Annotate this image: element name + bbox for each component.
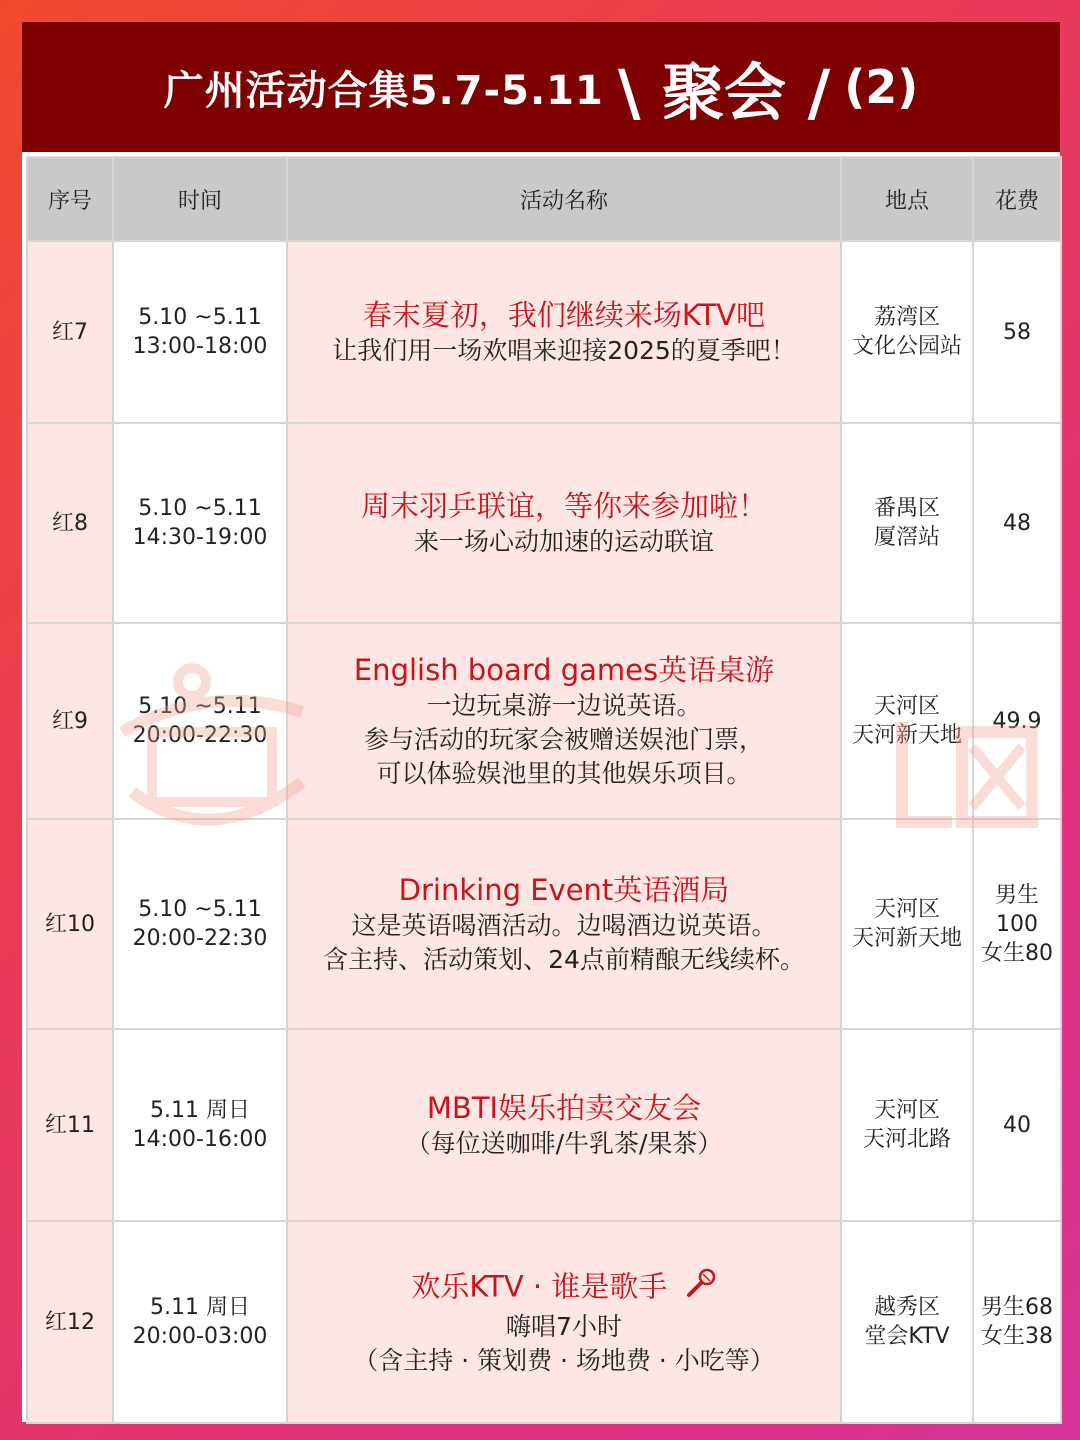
activity-desc: 让我们用一场欢唱来迎接2025的夏季吧！ xyxy=(332,336,796,365)
location-district: 越秀区 xyxy=(873,1295,940,1320)
row-date: 5.10 ~5.11 xyxy=(138,897,262,922)
row-cost xyxy=(973,241,1061,423)
cost-value: 58 xyxy=(1003,319,1031,345)
location-place: 天河新天地 xyxy=(851,926,962,951)
header-time: 时间 xyxy=(113,157,287,241)
header-cost: 花费 xyxy=(973,157,1061,241)
events-table xyxy=(26,156,1062,1424)
row-number: 红10 xyxy=(27,819,113,1029)
row-time xyxy=(113,1029,287,1221)
activity-desc: （含主持 · 策划费 · 场地费 · 小吃等） xyxy=(353,1345,775,1375)
row-date: 5.11 周日 xyxy=(150,1098,250,1123)
row-time xyxy=(113,819,287,1029)
cost-value: 49.9 xyxy=(992,708,1042,734)
row-number: 红12 xyxy=(27,1221,113,1423)
row-activity xyxy=(287,1221,841,1423)
row-hours: 20:00-03:00 xyxy=(132,1324,268,1349)
location-district: 荔湾区 xyxy=(873,305,940,330)
activity-desc: 可以体验娱池里的其他娱乐项目。 xyxy=(376,759,752,788)
row-hours: 20:00-22:30 xyxy=(132,926,268,951)
location-place: 文化公园站 xyxy=(851,334,962,359)
table-row xyxy=(27,241,1061,423)
activity-title-wrap xyxy=(288,1267,840,1310)
row-time xyxy=(113,623,287,819)
row-number: 红11 xyxy=(27,1029,113,1221)
event-card xyxy=(22,22,1060,1422)
row-number: 红8 xyxy=(27,423,113,623)
table-row xyxy=(27,819,1061,1029)
row-location xyxy=(841,1029,973,1221)
activity-desc: 这是英语喝酒活动。边喝酒边说英语。 xyxy=(351,911,777,940)
row-time xyxy=(113,423,287,623)
cost-value: 男生68 xyxy=(981,1295,1053,1320)
location-place: 堂会KTV xyxy=(864,1324,950,1349)
activity-title: 欢乐KTV · 谁是歌手 xyxy=(411,1269,668,1303)
row-number: 红9 xyxy=(27,623,113,819)
row-date: 5.10 ~5.11 xyxy=(138,496,262,521)
activity-title: Drinking Event英语酒局 xyxy=(398,873,730,907)
row-cost xyxy=(973,1221,1061,1423)
row-date: 5.10 ~5.11 xyxy=(138,694,262,719)
row-hours: 14:00-16:00 xyxy=(132,1127,268,1152)
row-activity xyxy=(287,1029,841,1221)
row-activity xyxy=(287,819,841,1029)
activity-desc: 来一场心动加速的运动联谊 xyxy=(413,527,714,556)
activity-desc: 参与活动的玩家会被赠送娱池门票， xyxy=(363,725,764,754)
row-activity xyxy=(287,241,841,423)
row-hours: 20:00-22:30 xyxy=(132,723,268,748)
location-district: 番禺区 xyxy=(873,496,940,521)
row-cost xyxy=(973,423,1061,623)
row-activity xyxy=(287,623,841,819)
title-main: 广州活动合集5.7-5.11 xyxy=(163,67,604,114)
activity-title: MBTI娱乐拍卖交友会 xyxy=(426,1091,702,1125)
row-time xyxy=(113,1221,287,1423)
row-cost xyxy=(973,819,1061,1029)
row-location xyxy=(841,423,973,623)
row-location xyxy=(841,819,973,1029)
title-category: \ 聚会 / xyxy=(617,55,831,129)
activity-title: 周末羽乒联谊，等你来参加啦！ xyxy=(360,489,767,523)
table-row xyxy=(27,1029,1061,1221)
row-hours: 13:00-18:00 xyxy=(132,334,268,359)
row-location xyxy=(841,623,973,819)
location-place: 厦滘站 xyxy=(873,525,940,550)
location-place: 天河北路 xyxy=(862,1127,951,1152)
location-district: 天河区 xyxy=(873,1098,940,1123)
microphone-icon xyxy=(683,1267,717,1310)
cost-value: 40 xyxy=(1003,1112,1031,1138)
row-activity xyxy=(287,423,841,623)
row-hours: 14:30-19:00 xyxy=(132,525,268,550)
row-date: 5.11 周日 xyxy=(150,1295,250,1320)
row-cost xyxy=(973,1029,1061,1221)
cost-value: 女生80 xyxy=(981,940,1053,966)
row-number: 红7 xyxy=(27,241,113,423)
table-row xyxy=(27,1221,1061,1423)
table-row xyxy=(27,623,1061,819)
activity-title: 春末夏初，我们继续来场KTV吧 xyxy=(362,298,766,332)
location-district: 天河区 xyxy=(873,897,940,922)
title-bar xyxy=(22,22,1060,152)
table-header-row xyxy=(27,157,1061,241)
title-part-number: (2) xyxy=(844,60,919,114)
header-number: 序号 xyxy=(27,157,113,241)
activity-desc: 嗨唱7小时 xyxy=(506,1311,622,1341)
row-date: 5.10 ~5.11 xyxy=(138,305,262,330)
cost-value: 48 xyxy=(1003,510,1031,536)
header-activity: 活动名称 xyxy=(287,157,841,241)
activity-title: English board games英语桌游 xyxy=(353,653,775,687)
row-cost xyxy=(973,623,1061,819)
row-location xyxy=(841,1221,973,1423)
location-district: 天河区 xyxy=(873,694,940,719)
row-time xyxy=(113,241,287,423)
header-location: 地点 xyxy=(841,157,973,241)
cost-value: 100 xyxy=(996,911,1038,937)
table-row xyxy=(27,423,1061,623)
cost-value: 女生38 xyxy=(981,1324,1053,1349)
row-location xyxy=(841,241,973,423)
activity-desc: 含主持、活动策划、24点前精酿无线续杯。 xyxy=(323,945,805,974)
activity-desc: （每位送咖啡/牛乳茶/果茶） xyxy=(405,1129,723,1158)
activity-desc: 一边玩桌游一边说英语。 xyxy=(426,691,702,720)
cost-value: 男生 xyxy=(994,882,1039,908)
location-place: 天河新天地 xyxy=(851,723,962,748)
